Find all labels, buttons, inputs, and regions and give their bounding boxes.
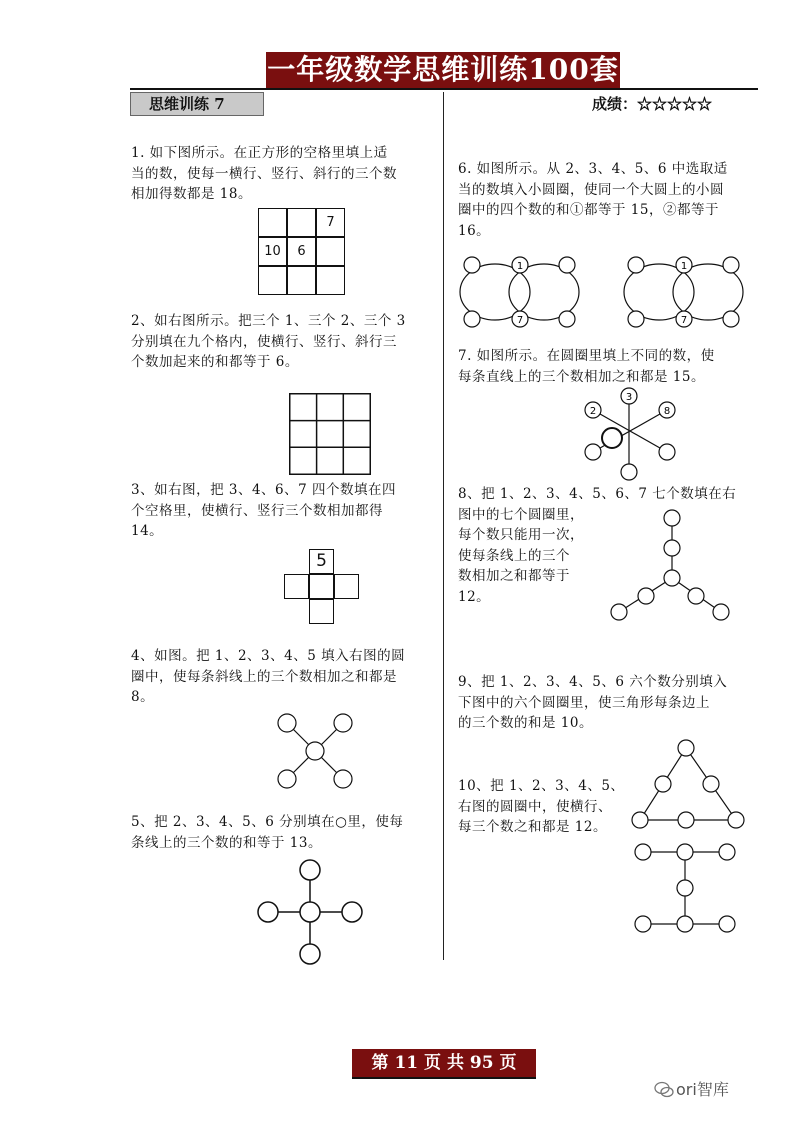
watermark-text: ori智库 [676,1080,729,1099]
grid-cell[interactable] [258,208,287,237]
question-line: 8、把 1、2、3、4、5、6、7 七个数填在右 [458,486,737,502]
answer-circle [464,257,480,273]
cross-cell-bottom[interactable] [309,599,334,624]
answer-circle [659,444,675,460]
x-shape-circles-diagram [270,706,360,796]
plus-shape-circles-diagram [255,855,365,967]
given-number: 3 [625,392,633,403]
grid-cell[interactable] [316,237,345,266]
grid-cell[interactable]: 10 [258,237,287,266]
column-divider [443,92,444,960]
answer-circle [664,510,680,526]
answer-circle [664,570,680,586]
question-line: 当的数，使每一横行、竖行、斜行的三个数 [131,165,397,182]
answer-circle [719,844,735,860]
answer-circle [628,257,644,273]
question-line: 7. 如图所示。在圆圈里填上不同的数，使 [458,348,715,364]
title-underline [130,88,758,90]
answer-circle [300,944,320,964]
answer-circle [621,464,637,480]
question-line: 14。 [131,523,164,539]
question-line: 相加得数都是 18。 [131,186,252,202]
question-1-text [131,143,397,205]
question-9-text [458,672,727,734]
answer-circle [677,880,693,896]
answer-circle [719,916,735,932]
grid-cell[interactable]: 7 [316,208,345,237]
question-line: 图中的七个圆圈里， [458,506,584,523]
given-number: 2 [589,406,597,417]
answer-circle [638,588,654,604]
question-line: 每条直线上的三个数相加之和都是 15。 [458,368,705,385]
star-lines-diagram [582,386,682,484]
question-line: 每个数只能用一次， [458,527,584,543]
question-line: 个空格里，使横行、竖行三个数相加都得 [131,502,383,519]
answer-circle [678,812,694,828]
answer-circle [655,776,671,792]
footer-underline [352,1077,536,1079]
answer-circle [464,311,480,327]
answer-circle [635,844,651,860]
answer-circle [300,860,320,880]
question-line: 1. 如下图所示。在正方形的空格里填上适 [131,145,388,161]
cross-cell-right[interactable] [334,574,359,599]
question-line: 数相加之和都等于 [458,568,570,584]
answer-circle [278,770,296,788]
given-number: 7 [680,315,688,326]
answer-circle [585,444,601,460]
i-beam-diagram [630,842,740,940]
question-line: 每三个数之和都是 12。 [458,819,607,835]
question-line: 下图中的六个圆圈里，使三角形每条边上 [458,694,710,711]
grid-cell[interactable] [258,266,287,295]
answer-circle [635,916,651,932]
answer-circle [628,311,644,327]
answer-circle [278,714,296,732]
question-line: 圈中的四个数的和①都等于 15，②都等于 [458,202,719,218]
question-line: 2、如右图所示。把三个 1、三个 2、三个 3 [131,313,406,329]
question-line: 右图的圆圈中，使横行、 [458,798,612,815]
star-rating: ☆☆☆☆☆ [637,95,713,113]
cross-grid [284,549,359,624]
answer-circle [300,902,320,922]
question-line: 16。 [458,222,491,239]
answer-circle [559,257,575,273]
given-number: 7 [516,315,524,326]
question-line: 10、把 1、2、3、4、5、 [458,778,625,794]
wechat-icon [654,1081,674,1099]
question-line: 个数加起来的和都等于 6。 [131,354,299,370]
triangle-diagram [628,738,750,833]
question-line: 分别填在九个格内，使横行、竖行、斜行三 [131,333,397,350]
question-line: 当的数填入小圆圈，使同一个大圆上的小圆 [458,181,724,198]
answer-circle [723,257,739,273]
answer-circle [678,740,694,756]
section-label: 思维训练 7 [130,92,264,116]
document-title: 一年级数学思维训练100套 [267,53,619,86]
cross-cell-left[interactable] [284,574,309,599]
given-number: 1 [516,261,524,272]
answer-circle [677,916,693,932]
given-number: 1 [680,261,688,272]
question-line: 圈中，使每条斜线上的三个数相加之和都是 [131,668,397,685]
cross-cell-center[interactable] [309,574,334,599]
grid-cell[interactable] [287,208,316,237]
question-line: 6. 如图所示。从 2、3、4、5、6 中选取适 [458,161,728,177]
question-line: 9、把 1、2、3、4、5、6 六个数分别填入 [458,674,728,690]
question-7-text [458,346,715,387]
score-label: 成绩： [592,95,638,113]
question-5-text [131,812,403,853]
question-4-text [131,646,405,708]
grid-cell[interactable] [287,266,316,295]
two-ring-diagram-2 [622,252,747,334]
question-line: 12。 [458,588,491,605]
answer-circle [342,902,362,922]
answer-circle [602,428,622,448]
answer-circle [611,604,627,620]
question-10-text [458,776,624,838]
cross-cell-top[interactable]: 5 [309,549,334,574]
answer-circle [559,311,575,327]
answer-circle [688,588,704,604]
question-line: 5、把 2、3、4、5、6 分别填在○里，使每 [131,814,404,830]
question-line: 使每条线上的三个 [458,547,570,564]
grid-cell[interactable]: 6 [287,237,316,266]
given-number: 8 [663,406,671,417]
question-3-text [131,480,396,542]
two-ring-diagram-1 [458,252,583,334]
answer-circle [723,311,739,327]
question-line: 3、如右图，把 3、4、6、7 四个数填在四 [131,482,397,498]
answer-circle [703,776,719,792]
answer-circle [713,604,729,620]
question-line: 4、如图。把 1、2、3、4、5 填入右图的圆 [131,648,406,664]
question-line: 8。 [131,689,155,705]
grid-cell[interactable] [316,266,345,295]
question-line: 条线上的三个数的和等于 13。 [131,834,322,851]
answer-circle [306,742,324,760]
answer-circle [728,812,744,828]
answer-circle [632,812,648,828]
answer-circle [258,902,278,922]
answer-circle [664,540,680,556]
answer-circle [334,714,352,732]
question-6-text [458,159,728,241]
score-line [592,92,712,116]
empty-3x3-grid [289,393,371,475]
magic-square-grid [258,208,347,297]
question-line: 的三个数的和是 10。 [458,715,593,731]
page-number: 第 11 页 共 95 页 [352,1049,536,1077]
tripod-diagram [604,508,736,628]
answer-circle [677,844,693,860]
answer-circle [334,770,352,788]
question-2-text [131,311,406,373]
